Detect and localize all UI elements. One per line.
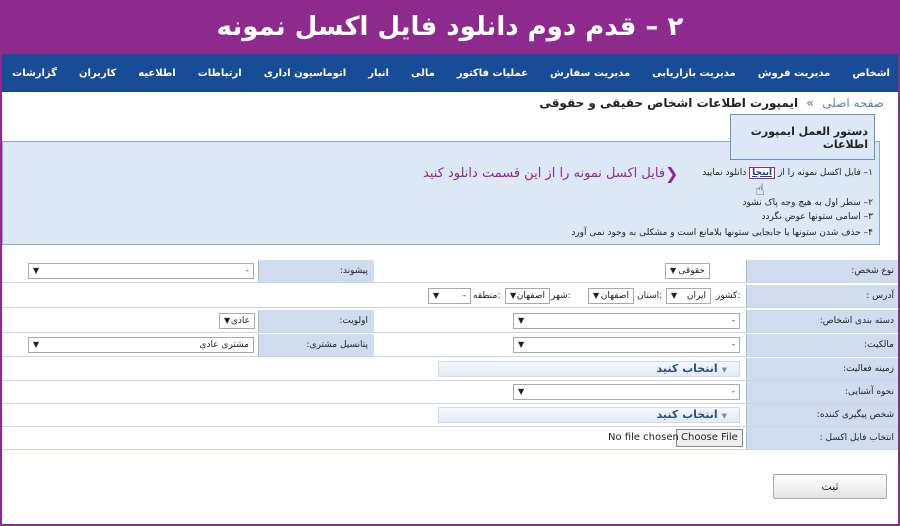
category-select[interactable] [513,313,740,329]
country-value: ایران [686,291,706,301]
breadcrumb-separator: » [806,96,815,110]
tutorial-banner [0,0,900,54]
city-select[interactable] [505,288,550,304]
label-potential: پتانسیل مشتری: [258,334,374,356]
label-category: دسته بندی اشخاص: [746,310,900,332]
region-label: منطقه: [473,291,501,301]
activity-value: انتخاب کنید [656,362,718,375]
city-value: اصفهان [516,291,545,301]
row-address [0,285,900,308]
row-category [0,310,900,333]
download-hint-annotation: فایل اکسل نمونه را از این قسمت دانلود کنید [423,166,666,181]
label-activity: زمینه فعالیت: [746,358,900,380]
nav-item-office-automation[interactable]: اتوماسیون اداری [263,67,347,79]
breadcrumb-current: ایمپورت اطلاعات اشخاص حقیقی و حقوقی [539,96,799,110]
nav-item-reports[interactable]: گزارشات [12,67,57,79]
hand-pointer-icon: ☝ [755,180,765,199]
priority-value: عادی [230,316,250,326]
submit-button[interactable]: ثبت [773,474,887,499]
row-followup [0,404,900,427]
activity-chooser[interactable] [438,361,740,377]
chevron-down-icon: ▼ [593,291,600,300]
breadcrumb [539,96,884,110]
acquaintance-value: - [731,387,735,397]
main-navbar [2,54,898,92]
label-priority: اولویت: [258,310,374,332]
priority-select[interactable] [219,313,255,329]
chevron-down-icon: ▼ [721,412,727,420]
nav-item-orders[interactable]: مدیریت سفارش [550,67,631,79]
region-select[interactable] [428,288,471,304]
country-label: کشور: [716,291,741,301]
nav-item-users[interactable]: کاربران [79,67,117,79]
label-file: انتخاب فایل اکسل : [746,427,900,449]
chevron-down-icon: ▼ [518,340,525,349]
nav-item-marketing[interactable]: مدیریت بازاریابی [652,67,736,79]
nav-item-persons[interactable]: اشخاص [852,67,890,79]
chevron-down-icon: ▼ [671,291,678,300]
chevron-down-icon: ▼ [721,366,727,374]
category-value: - [731,316,735,326]
chevron-left-icon: ❮ [665,164,679,183]
label-acquaintance: نحوه آشنایی: [746,381,900,403]
breadcrumb-home[interactable]: صفحه اصلی [822,96,884,110]
person-type-value: حقوقی [678,266,705,276]
instruction-1-suffix: دانلود نمایید [702,168,747,178]
banner-title: ۲ – قدم دوم دانلود فایل اکسل نمونه [216,12,684,42]
nav-item-communications[interactable]: ارتباطات [197,67,242,79]
row-person-type [0,260,900,283]
nav-item-warehouse[interactable]: انبار [368,67,389,79]
chevron-down-icon: ▼ [510,291,517,300]
country-select[interactable] [666,288,711,304]
chevron-down-icon: ▼ [33,340,40,349]
prefix-value: - [245,266,249,276]
sample-download-link[interactable]: اینجا [749,167,775,179]
ownership-select[interactable] [513,337,740,353]
city-label: شهر: [551,291,571,301]
instruction-line-2: ۲– سطر اول به هیچ وجه پاک نشود [742,198,873,208]
ownership-value: - [731,340,735,350]
nav-item-invoices[interactable]: عملیات فاکتور [456,67,529,79]
row-activity [0,358,900,381]
instruction-line-4: ۴– حذف شدن ستونها یا جابجایی ستونها بلامانع است و مشکلی به وجود نمی آورد [571,228,873,238]
label-ownership: مالکیت: [746,334,900,356]
choose-file-button[interactable]: Choose File [676,429,743,447]
chevron-down-icon: ▼ [518,387,525,396]
followup-chooser[interactable] [438,407,740,423]
instruction-line-3: ۳– اسامی ستونها عوض نگردد [761,212,873,222]
row-ownership [0,334,900,357]
chevron-down-icon: ▼ [224,316,231,325]
nav-item-sales[interactable]: مدیریت فروش [757,67,831,79]
chevron-down-icon: ▼ [33,266,40,275]
row-file [0,427,900,450]
instruction-line-1 [702,168,873,178]
chevron-down-icon: ▼ [518,316,525,325]
chevron-down-icon: ▼ [433,291,440,300]
person-type-select[interactable] [665,263,710,279]
row-acquaintance [0,381,900,404]
instructions-tab[interactable]: دستور العمل ایمپورت اطلاعات [730,114,875,160]
label-followup: شخص پیگیری کننده: [746,404,900,426]
file-status: No file chosen [608,432,679,443]
potential-value: مشتری عادی [199,340,249,350]
prefix-select[interactable] [28,263,254,279]
label-person-type: نوع شخص: [746,260,900,282]
label-prefix: پیشوند: [258,260,374,282]
chevron-down-icon: ▼ [670,266,677,275]
region-value: - [462,291,466,301]
province-value: اصفهان [600,291,629,301]
province-label: استان: [637,291,663,301]
instruction-1-text: ۱– فایل اکسل نمونه را از [777,168,873,178]
label-address: آدرس : [746,285,900,307]
nav-item-finance[interactable]: مالی [410,67,435,79]
nav-item-announcements[interactable]: اطلاعیه [138,67,176,79]
province-select[interactable] [588,288,634,304]
acquaintance-select[interactable] [513,384,740,400]
followup-value: انتخاب کنید [656,408,718,421]
potential-select[interactable] [28,337,254,353]
